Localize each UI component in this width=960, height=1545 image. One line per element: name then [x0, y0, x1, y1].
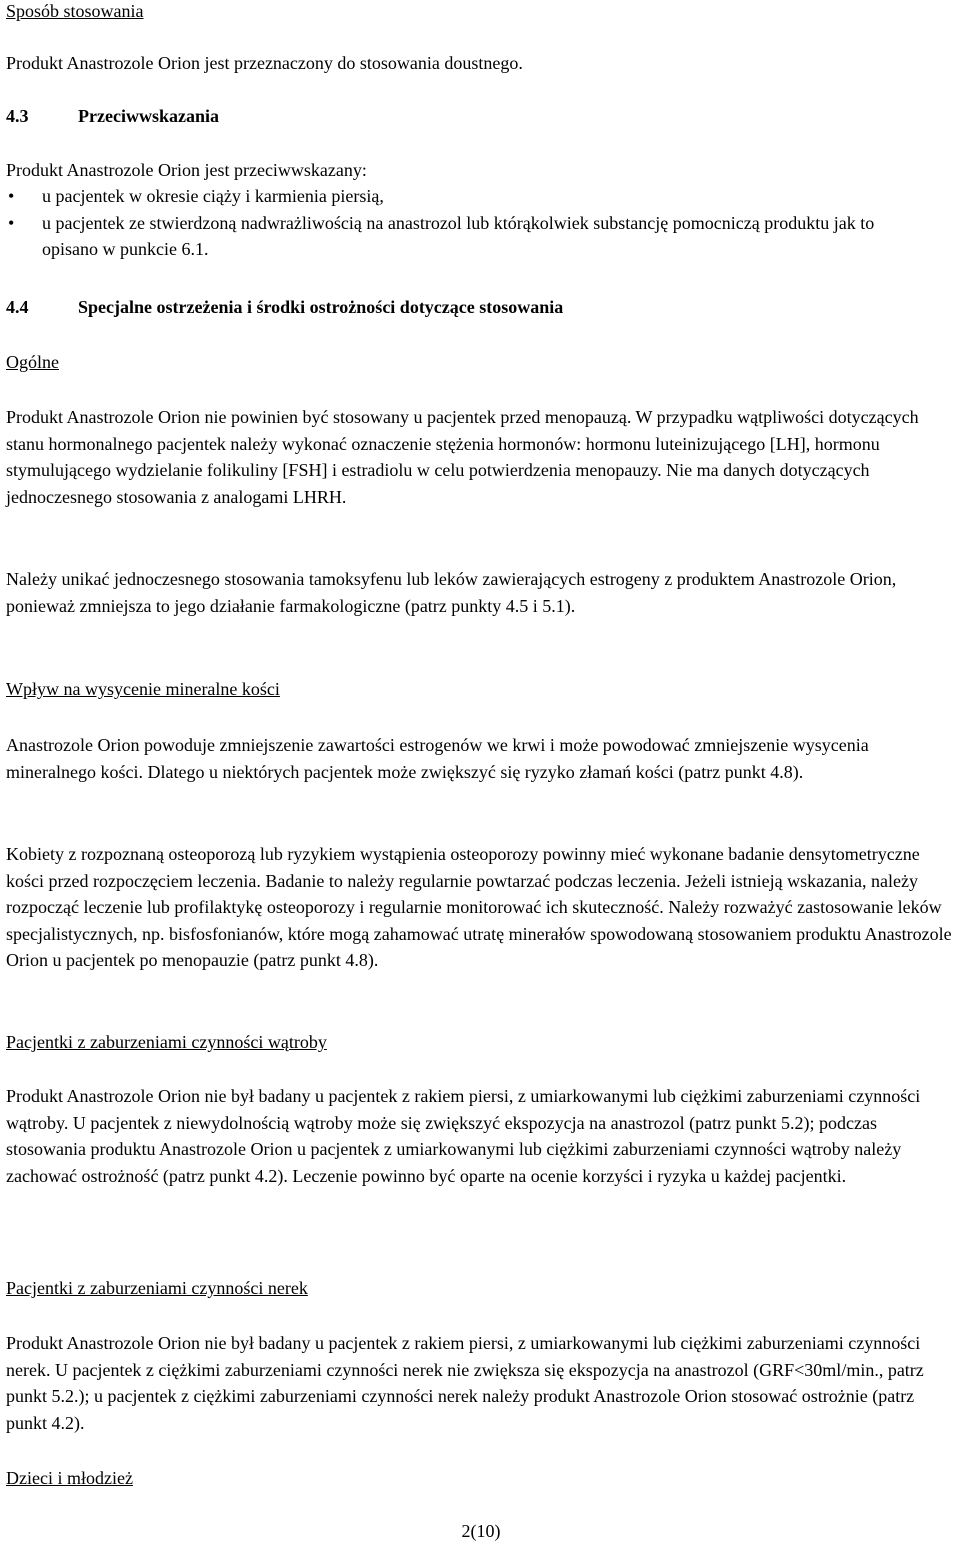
sposob-text: Produkt Anastrozole Orion jest przeznaczony do stosowania doustnego. [6, 53, 523, 73]
kosci-heading: Wpływ na wysycenie mineralne kości [6, 679, 280, 699]
section-4-4-title: Specjalne ostrzeżenia i środki ostrożności dotyczące stosowania [78, 297, 564, 317]
section-4-4-heading [6, 294, 563, 321]
page-number: 2(10) [461, 1521, 501, 1541]
section-4-3-title: Przeciwwskazania [78, 106, 219, 126]
sposob-heading: Sposób stosowania [6, 1, 144, 21]
ogolne-heading: Ogólne [6, 352, 59, 372]
watroba-heading: Pacjentki z zaburzeniami czynności wątroby [6, 1032, 327, 1052]
section-4-4-number: 4.4 [6, 297, 29, 317]
section-4-3-number: 4.3 [6, 106, 29, 126]
list-item: • u pacjentek ze stwierdzoną nadwrażliwością na anastrozol lub którąkolwiek substancję pomocniczą produktu jak to opisano w punkcie 6.1. [6, 210, 876, 263]
contraindications-intro: Produkt Anastrozole Orion jest przeciwwskazany: [6, 160, 367, 180]
section-4-3-heading [6, 103, 219, 130]
ogolne-paragraph-1: Produkt Anastrozole Orion nie powinien być stosowany u pacjentek przed menopauzą. W przypadku wątpliwości dotyczących stanu hormonalnego pacjentek należy wykonać oznaczenie stężenia hormonów: hormonu luteinizującego [LH], hormonu stymulującego wydzielanie folikuliny [FSH] i estradiolu w celu potwierdzenia menopauzy. Nie ma danych dotyczących jednoczesnego stosowania z analogami LHRH. [6, 407, 919, 507]
kosci-paragraph-1: Anastrozole Orion powoduje zmniejszenie zawartości estrogenów we krwi i może powodować zmniejszenie wysycenia mineralnego kości. Dlatego u niektórych pacjentek może zwiększyć się ryzyko złamań kości (patrz punkt 4.8). [6, 735, 869, 782]
ogolne-paragraph-2: Należy unikać jednoczesnego stosowania tamoksyfenu lub leków zawierających estrogeny z produktem Anastrozole Orion, ponieważ zmniejsza to jego działanie farmakologiczne (patrz punkty 4.5 i 5.1). [6, 569, 897, 616]
contraindications-list [6, 183, 876, 263]
kosci-paragraph-2: Kobiety z rozpoznaną osteoporozą lub ryzykiem wystąpienia osteoporozy powinny mieć wykonane badanie densytometryczne kości przed rozpoczęciem leczenia. Badanie to należy regularnie powtarzać podczas leczenia. Jeżeli istnieją wskazania, należy rozpocząć leczenie lub profilaktykę osteoporozy i regularnie monitorować ich skuteczność. Należy rozważyć zastosowanie leków specjalistycznych, np. bisfosfonianów, które mogą zahamować utratę minerałów spowodowaną stosowaniem produktu Anastrozole Orion u pacjentek po menopauzie (patrz punkt 4.8). [6, 844, 952, 970]
watroba-paragraph: Produkt Anastrozole Orion nie był badany u pacjentek z rakiem piersi, z umiarkowanymi lub ciężkimi zaburzeniami czynności wątroby. U pacjentek z niewydolnością wątroby może się zwiększyć ekspozycja na anastrozol (patrz punkt 5.2); podczas stosowania produktu Anastrozole Orion u pacjentek z umiarkowanymi lub ciężkimi zaburzeniami czynności wątroby należy zachować ostrożność (patrz punkt 4.2). Leczenie powinno być oparte na ocenie korzyści i ryzyka u każdej pacjentki. [6, 1086, 921, 1186]
dzieci-heading: Dzieci i młodzież [6, 1468, 133, 1488]
nerki-heading: Pacjentki z zaburzeniami czynności nerek [6, 1278, 308, 1298]
nerki-paragraph: Produkt Anastrozole Orion nie był badany u pacjentek z rakiem piersi, z umiarkowanymi lub ciężkimi zaburzeniami czynności nerek. U pacjentek z ciężkimi zaburzeniami czynności nerek nie zwiększa się ekspozycja na anastrozol (GRF<30ml/min., patrz punkt 5.2.); u pacjentek z ciężkimi zaburzeniami czynności nerek należy produkt Anastrozole Orion stosować ostrożnie (patrz punkt 4.2). [6, 1333, 924, 1433]
list-item: • u pacjentek w okresie ciąży i karmienia piersią, [6, 183, 876, 210]
